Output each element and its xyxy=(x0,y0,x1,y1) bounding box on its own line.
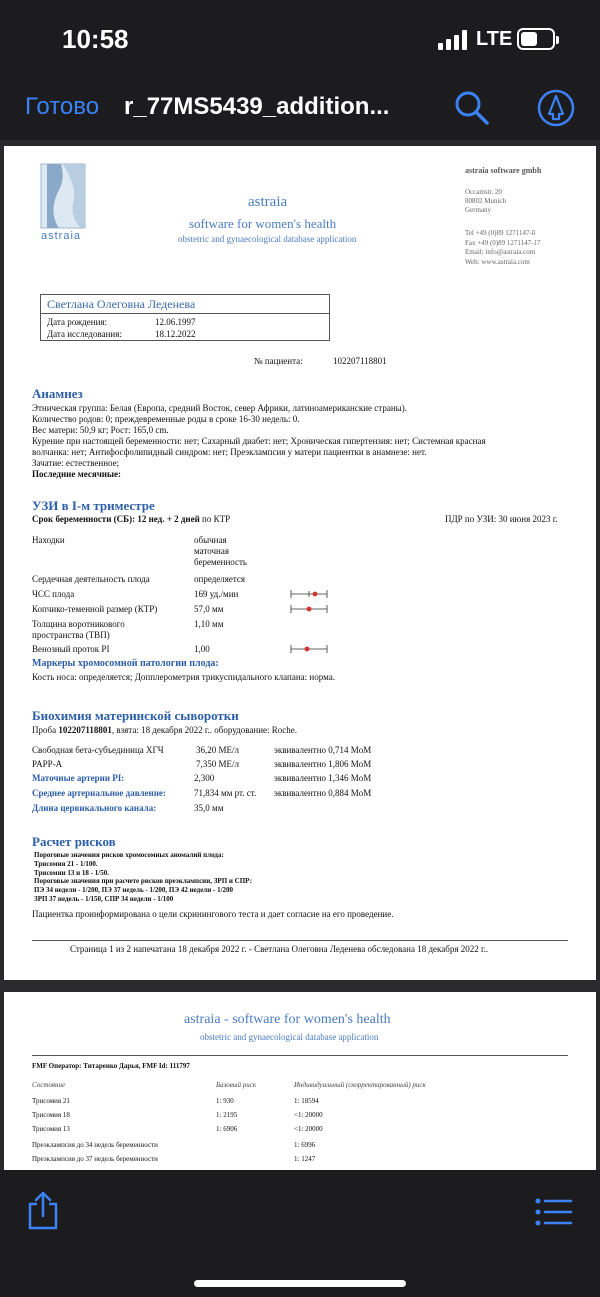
astraia-logo-icon xyxy=(41,164,85,228)
ductus-range-marker xyxy=(291,645,327,653)
consent-text: Пациентка проинформирована о цели скринингового теста и дает согласие на его проведение. xyxy=(32,909,394,919)
gestational-age: Срок беременности (СБ): 12 нед. + 2 дней по КТР xyxy=(32,514,231,524)
table-cell: <1: 20000 xyxy=(294,1111,323,1119)
search-icon[interactable] xyxy=(452,88,492,128)
exam-date-label: Дата исследования: xyxy=(47,329,122,339)
company-name: astraia software gmbh xyxy=(465,166,542,175)
us-value-fhr: 169 уд./мин xyxy=(194,589,239,599)
bio-mom-uterine-pi: эквивалентно 1,346 MoM xyxy=(274,773,372,783)
page2-subtitle: obstetric and gynaecological database application xyxy=(200,1032,379,1042)
table-cell: 1: 18594 xyxy=(294,1097,319,1105)
brand-subtitle: obstetric and gynaecological database application xyxy=(178,234,357,244)
patient-id-value: 102207118801 xyxy=(333,356,387,366)
page-footer: Страница 1 из 2 напечатана 18 декабря 2022 г. - Светлана Олеговна Леденева обследована 18 декабря 2022 г.. xyxy=(70,944,489,954)
estimated-due-date: ПДР по УЗИ: 30 июня 2023 г. xyxy=(445,514,558,524)
bio-mom-map: эквивалентно 0,884 MoM xyxy=(274,788,372,798)
cellular-signal-icon xyxy=(438,30,468,50)
table-row: Трисомия 13 xyxy=(32,1125,70,1133)
fhr-range-marker xyxy=(291,590,327,598)
exam-date-value: 18.12.2022 xyxy=(155,329,196,339)
company-address: Occamstr. 20 80802 Munich Germany xyxy=(465,188,507,214)
us-label-crl: Копчико-теменной размер (КТР) xyxy=(32,604,158,614)
us-value-findings: обычная маточная беременность xyxy=(194,535,248,567)
bio-label-hcg: Свободная бета-субъединица ХГЧ xyxy=(32,745,164,755)
network-type: LTE xyxy=(476,28,513,50)
bio-label-uterine-pi: Маточные артерии PI: xyxy=(32,773,125,783)
crl-range-marker xyxy=(291,605,327,613)
battery-icon xyxy=(517,28,555,50)
reference-range-markers xyxy=(287,587,332,653)
status-bar xyxy=(0,0,600,80)
brand-name: astraia xyxy=(248,194,288,210)
table-cell: 1: 1247 xyxy=(294,1155,316,1163)
home-indicator[interactable] xyxy=(194,1280,406,1287)
document-title: r_77MS5439_addition... xyxy=(124,93,390,120)
us-label-findings: Находки xyxy=(32,535,65,545)
bio-value-cervix: 35,0 мм xyxy=(194,803,224,813)
us-label-nt: Толщина воротникового пространства (ТВП) xyxy=(32,619,125,640)
risk-table-header-condition: Состояние xyxy=(32,1081,66,1089)
patient-name: Светлана Олеговна Леденева xyxy=(47,297,196,311)
us-value-nt: 1,10 мм xyxy=(194,619,224,629)
logo-text: astraia xyxy=(41,230,82,242)
done-button[interactable]: Готово xyxy=(25,93,100,120)
table-cell: 1: 930 xyxy=(216,1097,234,1105)
risk-table-header-base: Базовый риск xyxy=(216,1081,257,1089)
markers-text: Кость носа: определяется; Допплерометрия трикуспидального клапана: норма. xyxy=(32,672,335,682)
us-value-crl: 57,0 мм xyxy=(194,604,224,614)
us-label-ductus-pi: Венозный проток PI xyxy=(32,644,110,654)
bio-value-uterine-pi: 2,300 xyxy=(194,773,215,783)
bio-mom-pappa: эквивалентно 1,806 MoM xyxy=(274,759,372,769)
navigation-bar xyxy=(0,80,600,140)
document-page-2 xyxy=(4,992,596,1192)
patient-info-box xyxy=(40,294,330,341)
biochemistry-heading: Биохимия материнской сыворотки xyxy=(32,708,239,723)
table-cell: 1: 6996 xyxy=(294,1141,316,1149)
table-row: Трисомия 21 xyxy=(32,1097,70,1105)
ultrasound-heading: УЗИ в I-м триместре xyxy=(32,498,155,513)
bio-label-map: Среднее артериальное давление: xyxy=(32,788,166,798)
document-viewer[interactable] xyxy=(0,140,600,1170)
share-icon[interactable] xyxy=(26,1190,60,1230)
dob-label: Дата рождения: xyxy=(47,317,108,327)
fmf-operator: FMF Оператор: Титаренко Дарья, FMF Id: 111797 xyxy=(32,1062,190,1070)
dob-value: 12.06.1997 xyxy=(155,317,196,327)
table-row: Трисомия 18 xyxy=(32,1111,70,1119)
company-contacts: Tel +49 (0)89 1271147-0 Fax +49 (0)89 1271147-17 Email: info@astraia.com Web: www.astraia.com xyxy=(465,229,541,266)
bio-label-cervix: Длина цервикального канала: xyxy=(32,803,157,813)
table-cell: 1: 6906 xyxy=(216,1125,238,1133)
table-row: Преэклампсия до 37 недель беременности xyxy=(32,1155,158,1163)
table-cell: <1: 20000 xyxy=(294,1125,323,1133)
markers-heading: Маркеры хромосомной патологии плода: xyxy=(32,658,219,669)
bio-label-pappa: PAPP-A xyxy=(32,759,63,769)
footer-divider xyxy=(32,940,568,941)
risk-thresholds: Пороговые значения рисков хромосомных аномалий плода: Трисомия 21 - 1/100. Трисомии 13 и 18 - 1/50. Пороговые значения при расчете рисков преэклампсии, ЗРП и СПР: ПЭ 34 недели - 1/200, ПЭ 37 недель - 1/200, ПЭ 42 недели - 1/200 ЗРП 37 недель - 1/150, СПР 34 недели - 1/100 xyxy=(34,851,253,903)
document-page-1 xyxy=(4,146,596,980)
anamnesis-text: Этническая группа: Белая (Европа, средний Восток, север Африки, латиноамериканские страны). Количество родов: 0; преждевременные роды в сроке 16-30 недель: 0. Вес матери: 50,9 кг; Рост: 165,0 cm. Курение при настоящей беременности: нет; Сахарный диабет: нет; Хроническая гипертензия: нет; Системная красная волчанка: нет; Антифосфолипидный синдром: нет; Преэклампсия у матери пациентки в анамнезе: нет. Зачатие: естественное; Последние месячные: xyxy=(32,403,486,479)
risk-table-header-individual: Индивидуальный (скорректированный) риск xyxy=(294,1081,426,1089)
bio-value-hcg: 36,20 МЕ/л xyxy=(196,745,239,755)
us-label-fhr: ЧСС плода xyxy=(32,589,75,599)
bio-value-pappa: 7,350 МЕ/л xyxy=(196,759,239,769)
brand-tagline: software for women's health xyxy=(189,216,337,231)
sample-info: Проба 102207118801, взята: 18 декабря 2022 г.. оборудование: Roche. xyxy=(32,725,297,735)
us-value-ductus-pi: 1,00 xyxy=(194,644,210,654)
list-icon[interactable] xyxy=(535,1198,573,1226)
table-row: Преэклампсия до 34 недель беременности xyxy=(32,1141,158,1149)
status-time: 10:58 xyxy=(62,24,129,54)
markup-pen-icon[interactable] xyxy=(536,88,576,128)
us-label-heart-activity: Сердечная деятельность плода xyxy=(32,574,150,584)
us-value-heart-activity: определяется xyxy=(194,574,246,584)
page2-title: astraia - software for women's health xyxy=(184,1012,391,1027)
bio-mom-hcg: эквивалентно 0,714 MoM xyxy=(274,745,372,755)
patient-id-label: № пациента: xyxy=(254,356,303,366)
table-cell: 1: 2195 xyxy=(216,1111,238,1119)
risk-heading: Расчет рисков xyxy=(32,834,116,849)
bio-value-map: 71,834 мм рт. ст. xyxy=(194,788,257,798)
bottom-toolbar xyxy=(0,1170,600,1297)
anamnesis-heading: Анамнез xyxy=(32,386,83,401)
